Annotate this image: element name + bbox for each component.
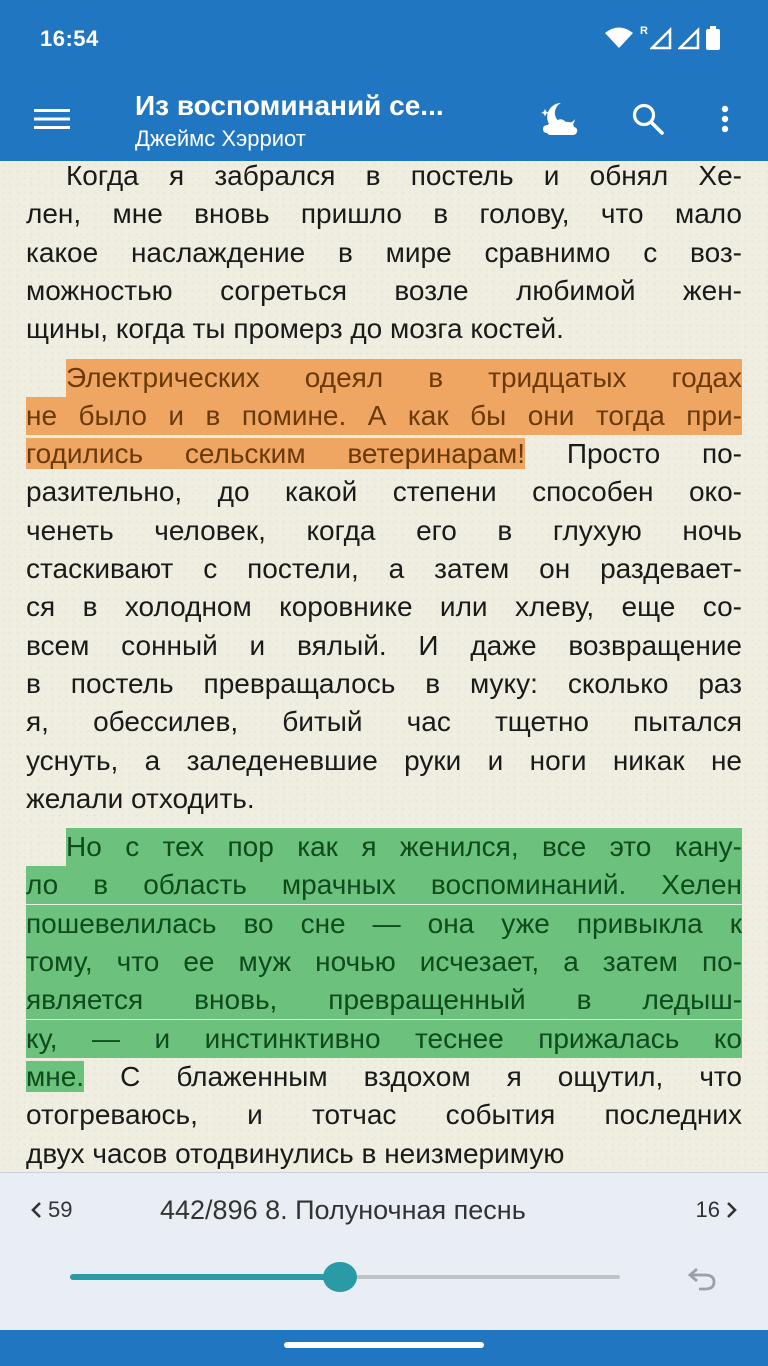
slider-fill xyxy=(70,1274,340,1280)
search-button[interactable] xyxy=(620,94,676,144)
text-line: ся в холодном коровнике или хлеву, еще со- xyxy=(26,591,742,623)
text-line: Когда я забрался в постель и обнял Хе- xyxy=(66,161,742,191)
signal-roaming-icon xyxy=(650,26,672,50)
text-line: разительно, до какой степени способен око- xyxy=(26,476,742,508)
text-line: Но с тех пор как я женился, все это кану- xyxy=(66,828,742,866)
status-bar xyxy=(0,0,768,78)
text-line: желали отходить. xyxy=(26,782,255,814)
roaming-indicator: R xyxy=(640,25,648,37)
text-line: в постель превращалось в муку: сколько раз xyxy=(26,667,742,699)
text-line: является вновь, превращенный в ледыш- xyxy=(26,981,742,1019)
slider-thumb[interactable] xyxy=(323,1262,357,1292)
plain-text: Просто по- xyxy=(525,438,743,470)
text-line: пошевелилась во сне — она уже привыкла к xyxy=(26,905,742,943)
night-mode-button[interactable] xyxy=(532,94,588,144)
home-gesture-handle[interactable] xyxy=(284,1342,484,1348)
battery-icon xyxy=(706,26,720,50)
text-line: какое наслаждение в мире сравнимо с воз- xyxy=(26,236,742,268)
menu-icon xyxy=(34,107,70,131)
more-options-button[interactable] xyxy=(700,94,750,144)
text-line: не было и в помине. А как бы они тогда при- xyxy=(26,397,742,435)
status-time: 16:54 xyxy=(40,26,99,51)
book-author: Джеймс Хэрриот xyxy=(135,126,306,151)
text-line xyxy=(26,1058,742,1096)
text-line: стаскивают с постели, а затем он раздевает- xyxy=(26,553,742,584)
undo-icon xyxy=(685,1265,719,1293)
menu-button[interactable] xyxy=(24,94,80,144)
page-progress-slider[interactable] xyxy=(70,1259,620,1295)
reader-navigation-panel xyxy=(0,1172,768,1331)
text-line: ло в область мрачных воспоминаний. Хелен xyxy=(26,866,742,904)
next-chapter-button[interactable] xyxy=(696,1197,738,1223)
text-line: Электрических одеял в тридцатых годах xyxy=(66,359,742,397)
text-line: двух часов отодвинулись в неизмеримую xyxy=(26,1137,565,1169)
app-bar xyxy=(0,78,768,161)
signal-icon xyxy=(678,26,700,50)
text-line: всем сонный и вялый. И даже возвращение xyxy=(26,629,742,661)
status-icons xyxy=(604,24,720,52)
plain-text: С блаженным вздохом я ощутил, что xyxy=(84,1060,742,1092)
wifi-icon xyxy=(604,26,634,50)
search-icon xyxy=(631,102,665,136)
system-navigation-bar xyxy=(0,1330,768,1366)
more-vert-icon xyxy=(721,105,729,133)
text-line: тому, что ее муж ночью исчезает, а затем по- xyxy=(26,943,742,981)
undo-button[interactable] xyxy=(680,1261,724,1297)
page-info: 442/896 8. Полуночная песнь xyxy=(160,1195,526,1225)
book-title: Из воспоминаний се... xyxy=(135,90,444,121)
text-line: лен, мне вновь пришло в голову, что мало xyxy=(26,198,742,230)
night-mode-icon xyxy=(537,99,583,139)
text-line xyxy=(26,435,742,473)
next-pages-count: 16 xyxy=(695,1197,720,1222)
reader-content[interactable] xyxy=(0,161,768,1172)
text-line: можностью согреться возле любимой жен- xyxy=(26,274,742,306)
text-line: щины, когда ты промерз до мозга костей. xyxy=(26,313,564,345)
text-line: ку, — и инстинктивно теснее прижалась ко xyxy=(26,1020,742,1058)
prev-pages-count: 59 xyxy=(48,1197,73,1222)
top-bar xyxy=(0,0,768,161)
highlighted-text[interactable]: годились сельским ветеринарам! xyxy=(26,438,526,470)
text-line: ченеть человек, когда его в глухую ночь xyxy=(26,514,742,546)
text-line: я, обессилев, битый час тщетно пытался xyxy=(26,706,742,738)
prev-chapter-button[interactable] xyxy=(30,1197,72,1223)
text-line: отогреваюсь, и тотчас события последних xyxy=(26,1099,742,1131)
chevron-right-icon xyxy=(726,1201,738,1219)
text-line: уснуть, а заледеневшие руки и ноги никак не xyxy=(26,744,742,776)
highlighted-text[interactable]: мне. xyxy=(26,1060,85,1092)
chevron-left-icon xyxy=(30,1201,42,1219)
